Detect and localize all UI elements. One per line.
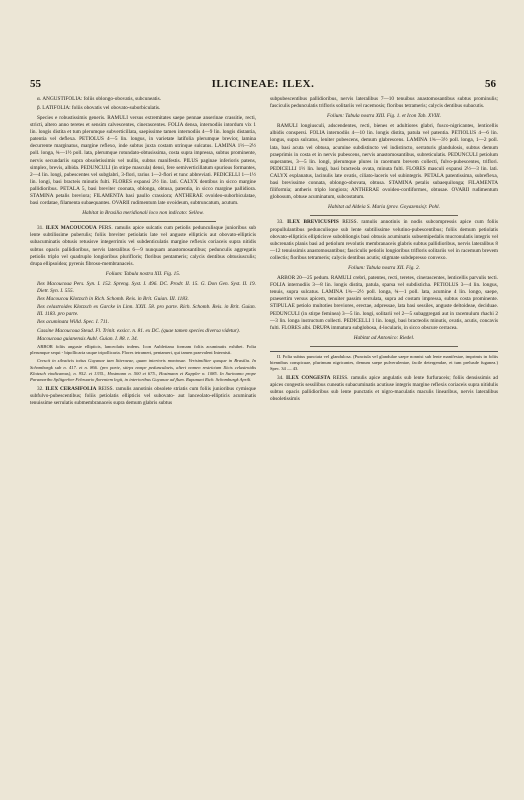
species-diagnosis: REISS. ramulis apice angulatis sub lente furfuraceis; foliis densissimis ad apices congestis sessilibus cuneatis subacuminatis acutiuse integris margine reflexis coriaceis supra nitidulis subtus opacis pallidioribus sub lente punctatis et nigro-maculatis maculis linearibus, nervis lateralibus obsoletissimis (270, 374, 498, 403)
habitat-note: Habitat ad Antonico: Riedel. (353, 334, 415, 341)
plate-reference: Folium: Tabula nostra XII. Fig. 2. (348, 264, 420, 271)
species-name: ILEX BREVICUSPIS (287, 219, 339, 226)
running-title: ILICINEAE: ILEX. (211, 78, 315, 90)
synonym: Ilex Macoucou Klotzsch in Rich. Schomb. Reis. in Brit. Guian. III. 1183. (37, 296, 189, 303)
divider (310, 215, 458, 216)
species-32-heading (30, 386, 256, 407)
species-number: 34. (277, 374, 284, 381)
species-number: 32. (37, 385, 44, 392)
page-number-left: 55 (30, 78, 41, 90)
right-column (270, 96, 498, 404)
species-description: ARBOR foliis anguste ellipticis, lanceolatis indens. Icon Aubletiana formam foliis acuminatis exhibet. Folia plerumque sequi - bipollicaria usque tripollicaria. Flores tetrameri, pentameri, qui tamen praevalent Internisti. (30, 343, 256, 355)
plate-reference: Folium: Tabula nostra XIII. Fig. 1. et Icon Tab. XVIII. (327, 113, 441, 120)
divider (310, 346, 458, 347)
species-diagnosis: REISS. ramulis annotinis in nodis subcompressis apice cum foliis propullulantibus pedunculisque sub lente subtilissime velutino-pubescentibus; foliis demum petiolatis obovato-ellipticis ellipticisve subobliongis basi obtusis acuminatis subsemipedalis mucronulatis integris vel subcrenatis planis basi ad petiolum revolutis membranaceis glabris subtus pallidioribus, nervis lateralibus 8—12 tenuissimis anastomosantibus; fasciculis petiolis longioribus trifloris solitariis vel in racemum brevem collectis; floribus tetrameris; calycis dentibus acutis; stigmate subdepresso convexo. (270, 219, 499, 261)
species-number: 33. (277, 219, 284, 226)
species-name: ILEX CERASIFOLIA (45, 385, 97, 392)
divider (70, 221, 216, 222)
habitat-note: Habitat ad Aldeia S. Maria (prov. Goyazensis): Pohl. (328, 204, 440, 211)
page-number-right: 56 (485, 78, 496, 90)
plate-reference: Folium: Tabula nostra XII. Fig. 15. (105, 270, 181, 277)
species-number: 31. (37, 225, 44, 232)
synonym: Ilex celastroides Klotzsch ex Garcke in Linn. XXII. 58. pro parte. Rich. Schomb. Reis. in Brit. Guian. III. 1183. pro parte. (37, 304, 256, 318)
distribution-note: Crescit in silvaticis totius Guyanae tam litteraeae, quam interioris montosae. Verisimiliter quoque in Brasilia. In Schomburgk sub n. 417. et n. 866. (pro parte, stirps nonpe pedunculaeis, altert nomen restrictam Ilicis celastroidis Klotzsch vindicamus), n. 952. et 1335., Hostmann n. 500 et 675., Hostmann et Kappler n. 1085. In Surinamo prope Paramaribo Splitgerber Februario florentem legit, in interioribus Guyanae ad flum. Rupununi Rich. Schomburgk Aprili. (30, 358, 256, 383)
synonym: Ilex Macoucoua Pers. Syn. I. 152. Spreng. Syst. I. 496. DC. Prodr. II. 15. G. Don Gen. Syst. II. 19. Dietr. Syn. I. 555. (37, 280, 256, 295)
section-note: II. Folia subtus punctata vel glandulosa. (Punctula vel glandulae saepe nonnisi sub lente manifestae, imprimis in foliis biennibus conspicuae, plurimum nigricantes, demum saepe pulverulentae, facile detergendae, et tum prelusde fuganea.) Spec. 34 — 43. (270, 351, 498, 373)
synonym: Cassine Macoucoua Steud. Fl. Trinit. exsicc. n. 81. ex DC. (quae tamen species diversa videtur). (37, 327, 240, 334)
species-diagnosis-continued: subpubescentibus pallidioribus, nervis lateralibus 7—10 tenuibus anastomosantibus subtus prominulis; fasciculis pedunculatis trifloris solitariis vel racemosis; floribus tetrameris; calycis dentibus subacutis. (270, 96, 498, 110)
page-header (30, 78, 496, 94)
species-diagnosis: REISS. ramulis annotinis obsolete striatis cum foliis junioribus cymisque subfulvo-pubescentibus; foliis petiolatis ellipticis vel subovato- aut lanceolato-ellipticis acuminatis tenuissime serrulatis submembranaceis supra demum glabris subtus (30, 385, 256, 406)
species-description: RAMULI longiusculi, adscendentes, recti, bienes et adultiores glabri, fusco-nigricantes, lenticellis albidis conspersi. FOLIA internodiis 4—10 lin. longis distita, patula vel patentia. PETIOLUS 4—6 lin. longus, supra sulcatus, leniter pubescens, demum glabrescens. LAMINA 1¾—3½ poll. longa, 1—2 poll. lata, basi acuta vel obtusa, acumine subdistincto vel indistincto, serraturis glandulosis, subtus demum praeprimis in costa et in nervis pubescens, nervis anastomosantibus, subreticulatis. PEDUNCULI petiolum superantes, 3—5 lin. longi, plerumque plures in racemum brevem collecti, fulvo-pubescentes, triflori. PEDICELLI 1½ lin. longi, basi bracteola ovata, minuta fulti. FLORES masculi expansi 2½—3 lin. lati. CALYX explanatus, lacinulis late ovatis, ciliato-laceris vel subintegris. PETALA patentissima, subreflexa, basi brevissime connata, oblongo-obovata, obtusa. STAMINA petalis subaequilonga; FILAMENTA filiformia; antheris triplo longiora; ANTHERAE ovoideo-cordiformes, obtusae. OVARII rudimentum globosum, obtuse acuminatum, subcostatum. (270, 123, 498, 201)
species-diagnosis: PERS. ramulis apice sulcatis cum petiolis pedunculisque junioribus sub lente subtilissime puberulis; foliis breviter petiolatis late vel anguste ellipticis aut obovato-ellipticis subacuminatis obtusis retusisve integerrimis vel subdenticulatis margine reflexis coriaceis supra nitidis subtus opacis pallidioribus, nervis lateralibus 6—9 nunquam anastomosantibus; pedunculis aggregatis petiolis triplo vel quadruplo longioribus plurifloris; floribus pentameris; calycis dentibus obtusiusculis; drupa ellipsoidea; pyrenis fibroso-membranaceis. (30, 225, 256, 267)
species-description: ARBOR 20—25 pedum. RAMULI crebri, patentes, recti, teretes, cinerascentes, lenticellis parvulis tecti. FOLIA internodiis 3—8 lin. longis distita, patula, sparsa vel subdisticha. PETIOLUS 3—4 lin. longus, tenuis, supra sulcatus. LAMINA 1¾—2½ poll. longa, ¾—1 poll. lata, acumine 4 lin. longo, saepe, praesertim versus apicem, tenuiter passim serrulata, supra ad costam impressa, subtus costa prominente. STIPULAE petiolo multoties breviores, erectae, adpressae, lata basi sessiles, anguste deltoideae, deciduae. PEDUNCULI (in stirpe feminea) 3—5 lin. longi, solitarii vel 2—5 subaggregati aut in racemulum rhachi 2—3 lin. longa instructum collecti. PEDICELLI 1 lin. longi, basi bracteolis minutis, ovatis, acutis, concavis fulti. FLORES albi. DRUPA immatura subglobosa, 4-locularis, in sicco obscure cerracea. (270, 275, 498, 331)
species-31-heading (30, 225, 256, 268)
species-name: ILEX MACOUCOUA (45, 225, 97, 232)
variety-alpha: α. ANGUSTIFOLIA: foliis oblongo-obovatis, subcuneatis. (37, 96, 161, 102)
habitat-note: Habitat in Brasilia meridionali loco non indicato: Sellow. (82, 210, 204, 217)
synonym: Ilex acuminata Willd. Spec. I. 711. (37, 319, 110, 326)
species-name: ILEX CONGESTA (286, 374, 331, 381)
species-description: Species e robustissimis generis. RAMULI versus extremitates saepe pennae anserinae crassitie, recti, stricti, altero anno teretes et sensim calvescentes, cinerascentes. FOLIA densa, internodiis intordum vix 1 lin. longis distita et tum plerumque subverticillata, saepissime tamen internodiis 4—9 lin. longis distantia, patentia vel deflexa. PETIOLUS 4—5 lin. longus, in varietate latifolia plerumque brevior, lamina decurrente marginatus, margine reflexo, inde subtus juxta costam utrinque sulcatus. LAMINA 1½—2½ poll. longa, ¾—1½ poll. lata, plerumque rotundato-obtusissima, costa supra impressa, subtus prominente, nervis secundariis supra obsoletissimis vel nullis, subtus manifestis. PILUS paginae inferioris patens, simplex, brevis, albida. PEDUNCULI (in stirpe mascula) densi, fere semiverticillatum spurious formantes, 2—4 lin. longi, pubescentes vel subglabri, 3-flori, rarius 1—2-flori et tunc abbreviati. PEDICELLI 1—1½ lin. longi, basi bracteis minutis fulti. FLORES expansi 2½ lin. lati. CALYX dentibus in sicco margine pallidioribus. PETALA 5, basi breviter coonata, oblonga, obtusa, patentia, in sicco margine pallidiora. STAMINA petalis breviora; FILAMENTA basi paullo crassiora; ANTHERAE ovoideo-suborbiculatae, basi cordatae, filamenta subaequantes. OVARII rudimentum late ovoideum, subtruncatum, acutum. (30, 114, 256, 207)
left-column (30, 96, 256, 408)
species-33-heading (270, 219, 498, 262)
species-34-heading (270, 375, 498, 403)
synonym: Macoucoua guianensis Aubl. Guian. I. 88. t. 34. (37, 335, 138, 342)
variety-beta: β. LATIFOLIA: foliis obovatis vel obovato-suborbiculatis. (37, 105, 161, 112)
